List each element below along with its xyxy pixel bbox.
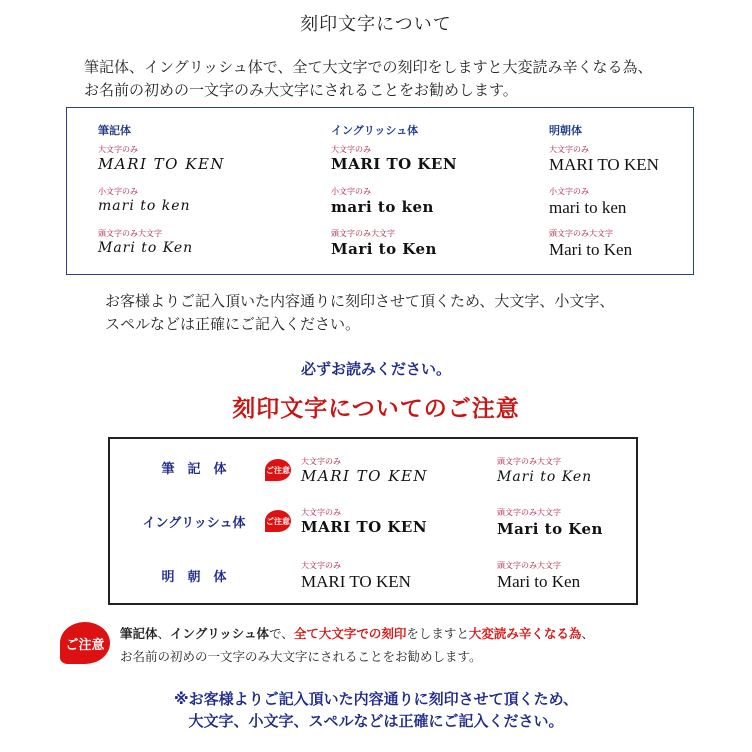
intro-text (84, 56, 724, 102)
sample-script-capitalized: Mari to Ken (98, 240, 194, 256)
accuracy-note (105, 290, 705, 336)
accuracy-note-line-2: スペルなどは正確にご記入ください。 (105, 315, 361, 333)
caution-sample-script-upper: MARI TO KEN (301, 467, 429, 485)
column-header-english: イングリッシュ体 (331, 124, 419, 137)
caution-sample-english-capitalized: Mari to Ken (497, 520, 603, 538)
sample-english-lower: mari to ken (331, 198, 434, 216)
accuracy-note-line-1: お客様よりご記入頂いた内容通りに刻印させて頂くため、大文字、小文字、 (105, 292, 615, 310)
sample-mincho-upper: MARI TO KEN (549, 155, 659, 174)
caution-sample-mincho-upper: MARI TO KEN (301, 572, 411, 591)
caution-note-line-2: お名前の初めの一文字のみ大文字にされることをお勧めします。 (120, 649, 482, 664)
row-label: 頭文字のみ大文字 (98, 229, 162, 238)
caution-highlight: 大変読み辛くなる為 (468, 626, 582, 641)
final-note (0, 688, 752, 732)
sample-mincho-lower: mari to ken (549, 198, 627, 217)
row-header-english: イングリッシュ体 (142, 516, 246, 531)
caution-badge-icon: ご注意 (265, 510, 291, 532)
cell-label: 大文字のみ (301, 561, 341, 570)
row-label: 大文字のみ (98, 145, 138, 154)
caution-sample-script-capitalized: Mari to Ken (497, 469, 593, 485)
sample-script-lower: mari to ken (98, 198, 191, 214)
must-read-heading: 必ずお読みください。 (300, 360, 451, 378)
final-note-line-1: ※お客様よりご記入頂いた内容通りに刻印させて頂くため、 (174, 690, 578, 708)
intro-line-2: お名前の初めの一文字のみ大文字にされることをお勧めします。 (84, 81, 518, 99)
caution-highlight: 全て大文字での刻印 (293, 626, 407, 641)
row-label: 小文字のみ (331, 187, 371, 196)
caution-term-script: 筆記体 (120, 626, 158, 641)
cell-label: 頭文字のみ大文字 (497, 508, 561, 517)
final-note-line-2: 大文字、小文字、スペルなどは正確にご記入ください。 (188, 712, 564, 730)
caution-text: 、 (157, 626, 171, 641)
sample-script-upper: MARI TO KEN (98, 155, 226, 173)
row-header-mincho: 明 朝 体 (161, 570, 227, 585)
row-label: 頭文字のみ大文字 (331, 229, 395, 238)
row-header-script: 筆 記 体 (161, 462, 227, 477)
row-label: 大文字のみ (549, 145, 589, 154)
page-title: 刻印文字について (300, 14, 452, 35)
sample-mincho-capitalized: Mari to Ken (549, 240, 633, 259)
row-label: 大文字のみ (331, 145, 371, 154)
caution-sample-english-upper: MARI TO KEN (301, 518, 428, 536)
caution-text: 、 (581, 626, 594, 641)
caution-badge-large-icon: ご注意 (60, 622, 110, 664)
caution-title: 刻印文字についてのご注意 (232, 396, 520, 422)
caution-note-line-1 (120, 622, 720, 645)
cell-label: 頭文字のみ大文字 (497, 457, 561, 466)
row-label: 小文字のみ (98, 187, 138, 196)
cell-label: 頭文字のみ大文字 (497, 561, 561, 570)
caution-note (120, 622, 720, 668)
caution-text: で、 (269, 626, 294, 641)
sample-english-capitalized: Mari to Ken (331, 240, 437, 258)
caution-sample-mincho-capitalized: Mari to Ken (497, 572, 581, 591)
row-label: 頭文字のみ大文字 (549, 229, 613, 238)
intro-line-1: 筆記体、イングリッシュ体で、全て大文字での刻印をしますと大変読み辛くなる為、 (84, 58, 653, 76)
column-header-script: 筆記体 (98, 124, 131, 137)
sample-english-upper: MARI TO KEN (331, 155, 458, 173)
caution-text: をしますと (406, 626, 469, 641)
cell-label: 大文字のみ (301, 508, 341, 517)
column-header-mincho: 明朝体 (549, 124, 582, 137)
cell-label: 大文字のみ (301, 457, 341, 466)
caution-term-english: イングリッシュ体 (170, 626, 270, 641)
caution-badge-icon: ご注意 (265, 459, 291, 481)
row-label: 小文字のみ (549, 187, 589, 196)
